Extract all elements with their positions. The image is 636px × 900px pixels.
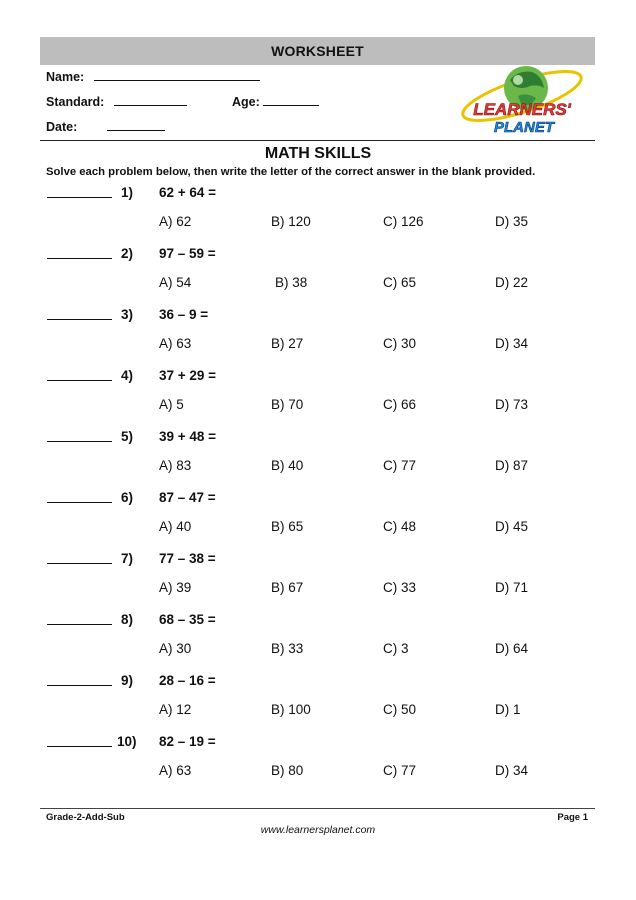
answer-option-b: B) 33: [271, 641, 304, 656]
question-row: [0, 734, 636, 754]
footer-page-number: Page 1: [557, 812, 588, 823]
question-number: 10): [117, 734, 137, 749]
options-row: [0, 702, 636, 722]
date-label: Date:: [46, 120, 78, 134]
options-row: [0, 763, 636, 783]
logo-line1: LEARNERS': [473, 100, 571, 119]
answer-option-d: D) 34: [495, 336, 529, 351]
answer-option-c: C) 50: [383, 702, 417, 717]
question-number: 2): [121, 246, 134, 261]
answer-option-c: C) 30: [383, 336, 417, 351]
standard-field: [46, 94, 187, 109]
answer-option-a: A) 63: [159, 763, 192, 778]
options-row: [0, 214, 636, 234]
question-expression: 62 + 64 =: [159, 185, 217, 200]
question-expression: 36 – 9 =: [159, 307, 209, 322]
answer-option-d: D) 73: [495, 397, 529, 412]
question-expression: 37 + 29 =: [159, 368, 217, 383]
answer-blank[interactable]: [47, 258, 112, 259]
answer-blank[interactable]: [47, 380, 112, 381]
standard-blank[interactable]: [114, 94, 187, 106]
date-field: [46, 119, 165, 134]
question-row: [0, 246, 636, 266]
section-title: MATH SKILLS: [264, 145, 372, 162]
answer-blank[interactable]: [47, 441, 112, 442]
question-expression: 87 – 47 =: [159, 490, 216, 505]
question-row: [0, 612, 636, 632]
answer-blank[interactable]: [47, 197, 112, 198]
age-field: [232, 94, 319, 109]
options-row: [0, 458, 636, 478]
question-row: [0, 307, 636, 327]
answer-option-a: A) 39: [159, 580, 192, 595]
question-row: [0, 490, 636, 510]
instructions: Solve each problem below, then write the letter of the correct answer in the blank provided.: [46, 166, 536, 178]
answer-option-b: B) 67: [271, 580, 304, 595]
answer-option-d: D) 45: [495, 519, 529, 534]
footer-url: www.learnersplanet.com: [260, 824, 376, 836]
answer-option-d: D) 1: [495, 702, 521, 717]
answer-option-a: A) 5: [159, 397, 184, 412]
name-label: Name:: [46, 70, 85, 84]
answer-option-a: A) 83: [159, 458, 192, 473]
question-row: [0, 673, 636, 693]
question-number: 4): [121, 368, 134, 383]
answer-blank[interactable]: [47, 624, 112, 625]
worksheet-title: WORKSHEET: [271, 43, 364, 59]
answer-option-b: B) 65: [271, 519, 304, 534]
answer-option-b: B) 100: [271, 702, 311, 717]
question-number: 8): [121, 612, 134, 627]
question-expression: 28 – 16 =: [159, 673, 216, 688]
answer-option-b: B) 40: [271, 458, 304, 473]
question-expression: 68 – 35 =: [159, 612, 216, 627]
name-blank[interactable]: [94, 69, 260, 81]
age-label: Age:: [232, 95, 260, 109]
worksheet-header-bar: [40, 37, 595, 65]
answer-blank[interactable]: [47, 563, 112, 564]
answer-option-a: A) 63: [159, 336, 192, 351]
answer-option-a: A) 40: [159, 519, 192, 534]
answer-option-c: C) 126: [383, 214, 424, 229]
answer-option-a: A) 54: [159, 275, 192, 290]
name-field: [46, 69, 260, 84]
answer-option-b: B) 38: [275, 275, 308, 290]
answer-option-d: D) 71: [495, 580, 529, 595]
options-row: [0, 580, 636, 600]
question-number: 9): [121, 673, 134, 688]
standard-label: Standard:: [46, 95, 105, 109]
question-row: [0, 185, 636, 205]
answer-option-b: B) 70: [271, 397, 304, 412]
answer-option-b: B) 80: [271, 763, 304, 778]
age-blank[interactable]: [263, 94, 319, 106]
answer-option-a: A) 62: [159, 214, 192, 229]
question-number: 7): [121, 551, 134, 566]
question-number: 6): [121, 490, 134, 505]
learners-planet-logo: [452, 62, 592, 140]
answer-blank[interactable]: [47, 685, 112, 686]
options-row: [0, 397, 636, 417]
answer-option-a: A) 30: [159, 641, 192, 656]
question-expression: 39 + 48 =: [159, 429, 217, 444]
options-row: [0, 519, 636, 539]
answer-option-c: C) 77: [383, 458, 417, 473]
answer-option-c: C) 77: [383, 763, 417, 778]
answer-option-d: D) 64: [495, 641, 529, 656]
question-expression: 77 – 38 =: [159, 551, 216, 566]
question-row: [0, 551, 636, 571]
answer-option-d: D) 34: [495, 763, 529, 778]
answer-blank[interactable]: [47, 746, 112, 747]
answer-option-d: D) 35: [495, 214, 529, 229]
header-divider: [40, 140, 595, 141]
question-row: [0, 368, 636, 388]
answer-option-c: C) 66: [383, 397, 417, 412]
answer-option-a: A) 12: [159, 702, 192, 717]
answer-option-b: B) 120: [271, 214, 311, 229]
answer-option-d: D) 87: [495, 458, 529, 473]
question-expression: 82 – 19 =: [159, 734, 216, 749]
options-row: [0, 336, 636, 356]
answer-option-d: D) 22: [495, 275, 529, 290]
footer-grade-label: Grade-2-Add-Sub: [46, 812, 125, 823]
answer-blank[interactable]: [47, 502, 112, 503]
question-row: [0, 429, 636, 449]
options-row: [0, 641, 636, 661]
answer-option-c: C) 48: [383, 519, 417, 534]
options-row: [0, 275, 636, 295]
question-number: 1): [121, 185, 134, 200]
answer-option-b: B) 27: [271, 336, 304, 351]
footer-divider: [40, 808, 595, 809]
answer-option-c: C) 65: [383, 275, 417, 290]
date-blank[interactable]: [107, 119, 165, 131]
question-expression: 97 – 59 =: [159, 246, 216, 261]
question-number: 3): [121, 307, 134, 322]
answer-option-c: C) 3: [383, 641, 409, 656]
logo-line2: PLANET: [494, 119, 554, 136]
answer-option-c: C) 33: [383, 580, 417, 595]
answer-blank[interactable]: [47, 319, 112, 320]
question-number: 5): [121, 429, 134, 444]
